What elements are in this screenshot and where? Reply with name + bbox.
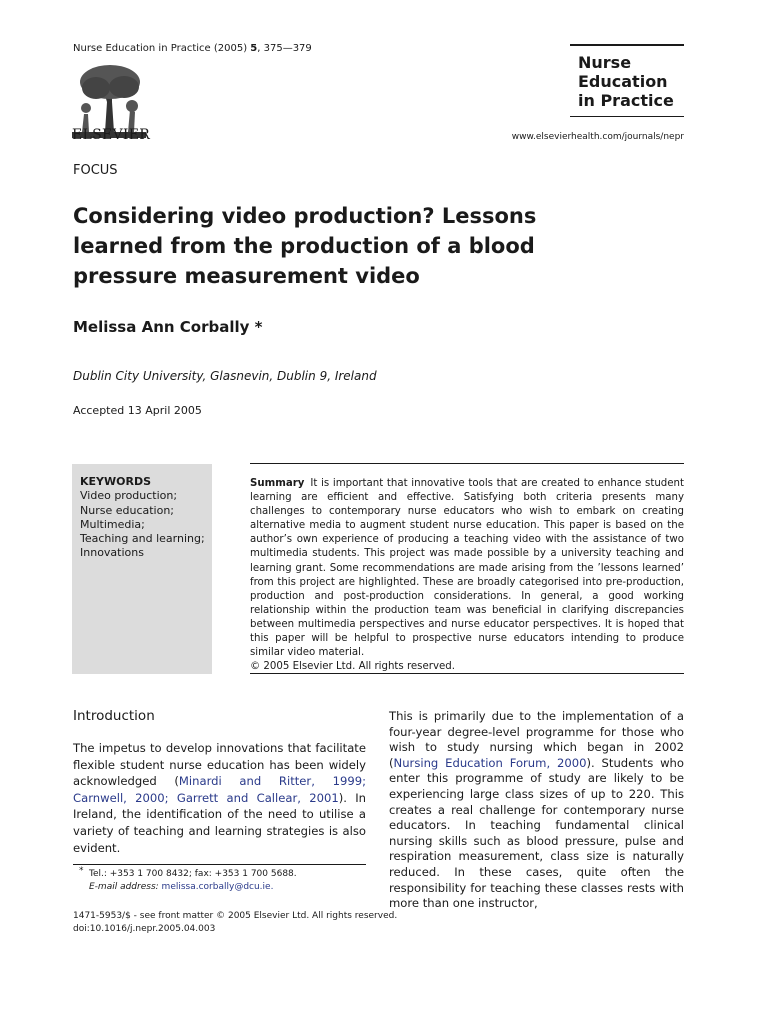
author-name: Melissa Ann Corbally *: [73, 318, 263, 336]
intro-text: The impetus to develop innovations that facilitate flexible student nurse education has been widely acknowledged (: [73, 741, 366, 789]
journal-url[interactable]: www.elsevierhealth.com/journals/nepr: [511, 132, 684, 142]
summary-label: Summary: [250, 478, 305, 489]
abstract-summary: [250, 463, 684, 674]
introduction-paragraph: [73, 740, 366, 856]
keyword-item: Innovations: [80, 546, 144, 560]
footnote-email-line: [73, 881, 366, 894]
keyword-item: Nurse education;: [80, 503, 175, 517]
citation-link[interactable]: Minardi and Ritter, 1999; Carnwell, 2000; Garrett and Callear, 2001: [73, 774, 366, 805]
body-text: This is primarily due to the implementation of a four-year degree-level programme for those who wish to study nursing which began in 2002 (: [389, 709, 684, 770]
issn-line: 1471-5953/$ - see front matter © 2005 Elsevier Ltd. All rights reserved.: [73, 911, 398, 921]
journal-volume: 5: [250, 43, 258, 54]
summary-text: It is important that innovative tools that are created to enhance student learning are efficient and effective. Satisfying both criteria presents many challenges to contemporary nurse educators who wish to embark on creating alternative media to augment student nurse education. This paper is based on the author’s own experience of producing a teaching video with the assistance of two multimedia students. This project was made possible by a university teaching and learning grant. Some recommendations are made arising from the ’lessons learned’ from this project are highlighted. These are broadly categorised into pre-production, production and post-production considerations. In general, a good working relationship within the production team was beneficial in clarifying discrepancies between multimedia perspectives and nurse educator perspectives. It is hoped that this paper will be helpful to prospective nurse educators intending to produce similar video material.: [250, 478, 684, 659]
journal-ref-text: Nurse Education in Practice (2005): [73, 43, 251, 54]
email-link[interactable]: melissa.corbally@dcu.ie.: [161, 881, 274, 892]
keyword-item: Teaching and learning;: [80, 532, 205, 546]
journal-pages: , 375—379: [257, 43, 312, 54]
summary-copyright: © 2005 Elsevier Ltd. All rights reserved.: [250, 661, 455, 673]
keyword-item: Multimedia;: [80, 517, 145, 531]
masthead-line: Nurse: [578, 53, 632, 72]
column-two-paragraph: [389, 709, 684, 912]
email-label: E-mail address:: [89, 881, 159, 892]
keywords-box: [72, 464, 212, 674]
summary-divider: [250, 673, 684, 674]
keywords-heading: KEYWORDS: [80, 475, 152, 488]
doi-line[interactable]: doi:10.1016/j.nepr.2005.04.003: [73, 924, 216, 934]
footnote-marker: *: [79, 866, 84, 876]
citation-link[interactable]: Nursing Education Forum, 2000: [393, 755, 587, 770]
footnote-divider: [73, 864, 366, 865]
publisher-name: ELSEVIER: [72, 127, 151, 143]
article-footer: [73, 910, 397, 936]
section-label: FOCUS: [73, 163, 118, 178]
introduction-heading: Introduction: [73, 708, 155, 724]
journal-masthead: [570, 44, 684, 117]
keyword-item: Video production;: [80, 489, 178, 503]
footnote-contact: Tel.: +353 1 700 8432; fax: +353 1 700 5688.: [89, 869, 297, 879]
body-text: ). Students who enter this programme of study are likely to be experiencing large class sizes of up to 220. This creates a real challenge for contemporary nurse educators. In teaching fundamental clinical nursing skills such as blood pressure, pulse and respiration measurement, class size is naturally reduced. In these cases, quite often the responsibility for teaching these classes rests with more than one instructor,: [389, 755, 685, 911]
author-footnote: [73, 868, 366, 893]
masthead-line: in Practice: [578, 91, 674, 110]
journal-reference: [73, 43, 312, 54]
masthead-line: Education: [578, 72, 668, 91]
article-title: Considering video production? Lessons learned from the production of a blood pressure measurement video: [73, 204, 537, 288]
affiliation: Dublin City University, Glasnevin, Dublin 9, Ireland: [73, 369, 377, 383]
accepted-date: Accepted 13 April 2005: [73, 404, 202, 417]
intro-text: ). In Ireland, the identification of the need to utilise a variety of teaching and learning strategies is also evident.: [73, 790, 366, 855]
